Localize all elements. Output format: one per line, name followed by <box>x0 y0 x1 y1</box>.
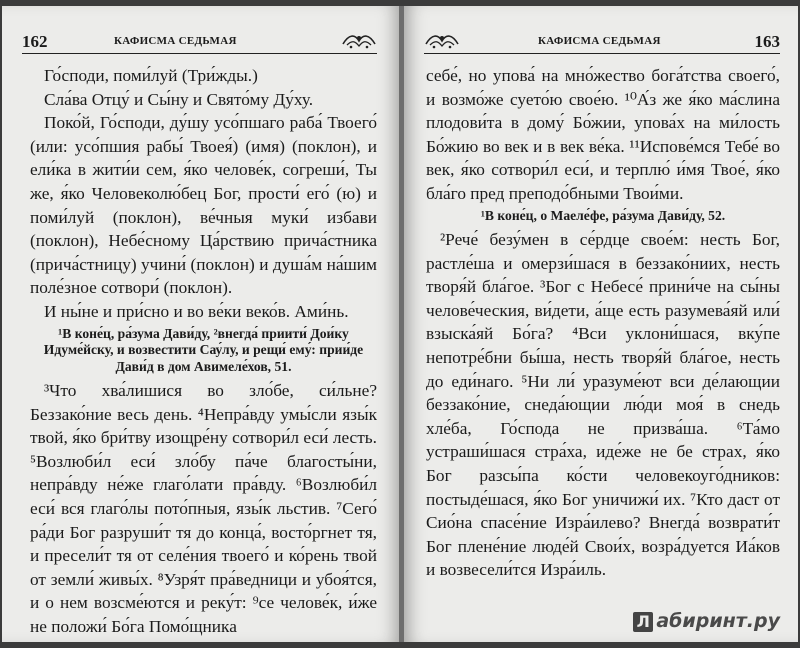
running-head: КАФИСМА СЕДЬМАЯ <box>538 35 661 47</box>
running-head: КАФИСМА СЕДЬМАЯ <box>114 35 237 47</box>
amen-line: И ны́не и при́сно и во ве́ки веко́в. Ами́нь. <box>44 301 349 321</box>
watermark-logo <box>633 610 780 632</box>
ornament-icon <box>424 32 460 50</box>
psalm-text: ³Что хва́лишися во зло́бе, си́льне? Беззако́ние весь день. ⁴Непра́вду умы́сли язы́к твой, я́ко бри́тву изощре́ну сотвори́л еси́ лесть. ⁵Возлюби́л еси́ зло́бу па́че благосты́ни, непра́вду не́же глаго́лати пра́вду. ⁶Возлюби́л еси́ вся глаго́лы пото́пныя, язы́к льстив. ⁷Сего́ ра́ди Бог разруши́т тя до конца́, восто́ргнет тя, и пресели́т тя от селе́ния твоего́ и ко́рень твой от земли́ живы́х. ⁸Узря́т пра́ведници и убоя́тся, и о нем возсме́ются и реку́т: ⁹се челове́к, и́же не положи́ Бо́га Помо́щника <box>30 381 377 636</box>
psalm-title: ¹В коне́ц, ра́зума Дави́ду, ²внегда́ приити́ Дои́ку Идуме́йску, и возвестити Сау́лу, и рещи́ ему́: прии́де Дави́д в дом Авимеле́хов, 51. <box>43 325 364 374</box>
doxology-line: Сла́ва Отцу́ и Сы́ну и Свято́му Ду́ху. <box>44 89 314 109</box>
header-rule <box>424 53 780 54</box>
psalm-title: ¹В коне́ц, о Маеле́фе, ра́зума Дави́ду, 52. <box>480 207 726 223</box>
prayer-for-departed: Поко́й, Го́споди, ду́шу усо́пшаго раба́ Твоего́ (или: усо́пшия рабы́ Твоея́) (имя) (поклон), и ели́ка в жити́и сем, я́ко челове́к, согреши́, Ты же, я́ко Человеколю́бец Бог, прости́ его́ (ю) и поми́луй (поклон), ве́чныя муки́ избави (поклон), Небе́сному Ца́рствию прича́стника (прича́стницу) учини́ (поклон) и душа́м на́шим поле́зное сотвори́ (поклон). <box>30 113 377 298</box>
page-number: 163 <box>754 32 780 51</box>
left-page-header <box>22 32 377 52</box>
left-page <box>2 6 400 642</box>
prayer-line: Го́споди, поми́луй (Три́жды.) <box>44 66 258 85</box>
right-page-body <box>426 64 780 582</box>
page-number: 162 <box>22 32 48 51</box>
psalm-text: ²Рече́ безу́мен в се́рдце свое́м: несть Бог, растле́ша и омерзи́шася в беззако́ниих, несть творя́й бла́гое. ³Бог с Небесе́ прини́че на сы́ны челове́ческия, ви́дети, а́ще есть разумева́яй или́ взыска́яй Бо́га? ⁴Вси уклони́шася, вку́пе непотре́бни бы́ша, несть творя́й бла́гое, несть до еди́наго. ⁵Ни ли́ уразуме́ют вси де́лающии беззако́ние, снеда́ющии лю́ди моя́ в снедь хле́ба, Го́спода не призва́ша. ⁶Та́мо устраши́шася стра́ха, иде́же не бе страх, я́ко Бог разсы́па ко́сти человекоуго́дников: постыде́шася, я́ко Бог уничижи́ их. ⁷Кто даст от Сио́на спасе́ние Изра́илево? Внегда́ возврати́т Бог плене́ние люде́й Свои́х, возра́дуется Иа́ков и возвесели́тся Изра́иль. <box>426 230 780 580</box>
right-page-header <box>424 32 780 52</box>
left-page-body <box>30 64 377 639</box>
header-rule <box>22 53 377 54</box>
right-page <box>404 6 798 642</box>
ornament-icon <box>341 32 377 50</box>
watermark-text: абиринт.ру <box>656 610 780 632</box>
psalm-text-continued: себе́, но упова́ на мно́жество бога́тства своего́, и возмо́же суето́ю свое́ю. ¹⁰А́з же я́ко ма́слина плодови́та в дому́ Бо́жии, упова́х на ми́лость Бо́жию во век и в век ве́ка. ¹¹Испове́мся Тебе́ во век, я́ко сотвори́л еси́, и терплю́ и́мя Твое́, я́ко бла́го пред преподо́бными Твои́ми. <box>426 66 780 203</box>
labirint-logo-icon: Л <box>633 612 653 632</box>
